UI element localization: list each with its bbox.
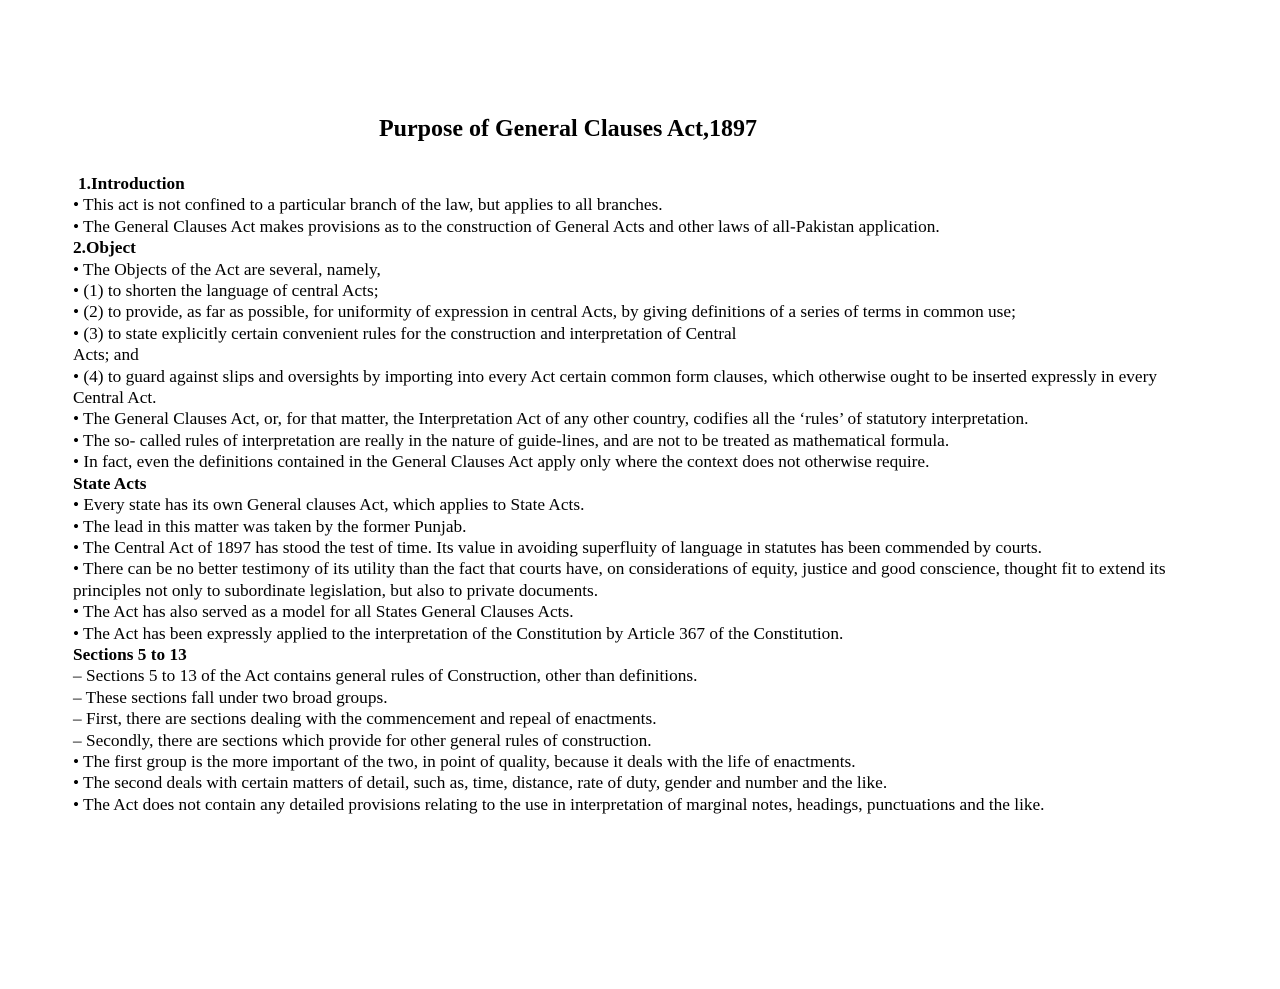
list-item: • There can be no better testimony of its utility than the fact that courts have, on considerations of equity, justice and good conscience, thought fit to extend its principles not only to subordinate legislation, but also to private documents. (73, 559, 1166, 600)
document-body (73, 173, 1203, 815)
list-item: • The lead in this matter was taken by the former Punjab. (73, 516, 467, 536)
section-heading-object: 2.Object (73, 238, 136, 258)
list-item: • The Act does not contain any detailed provisions relating to the use in interpretation of marginal notes, headings, punctuations and the like. (73, 794, 1045, 814)
list-item: – Sections 5 to 13 of the Act contains general rules of Construction, other than definitions. (73, 666, 698, 686)
list-item: • The so- called rules of interpretation are really in the nature of guide-lines, and are not to be treated as mathematical formula. (73, 430, 950, 450)
list-item: • The Objects of the Act are several, namely, (73, 259, 381, 279)
list-item: – First, there are sections dealing with the commencement and repeal of enactments. (73, 709, 657, 729)
list-item: • (2) to provide, as far as possible, for uniformity of expression in central Acts, by giving definitions of a series of terms in common use; (73, 302, 1016, 322)
page-title: Purpose of General Clauses Act,1897 (379, 116, 757, 142)
list-item: • (1) to shorten the language of central Acts; (73, 281, 379, 301)
list-item: – These sections fall under two broad groups. (73, 687, 388, 707)
list-item: • The Act has also served as a model for all States General Clauses Acts. (73, 602, 574, 622)
list-item-continuation: Acts; and (73, 345, 139, 365)
list-item: • The General Clauses Act, or, for that matter, the Interpretation Act of any other country, codifies all the ‘rules’ of statutory interpretation. (73, 409, 1029, 429)
list-item: • The second deals with certain matters of detail, such as, time, distance, rate of duty, gender and number and the like. (73, 773, 888, 793)
list-item: • The first group is the more important of the two, in point of quality, because it deals with the life of enactments. (73, 751, 856, 771)
section-heading-introduction: 1.Introduction (78, 174, 185, 193)
list-item: • In fact, even the definitions contained in the General Clauses Act apply only where the context does not otherwise require. (73, 452, 930, 472)
list-item: • The Central Act of 1897 has stood the test of time. Its value in avoiding superfluity of language in statutes has been commended by courts. (73, 537, 1042, 557)
list-item: – Secondly, there are sections which provide for other general rules of construction. (73, 730, 652, 750)
list-item: • (4) to guard against slips and oversights by importing into every Act certain common form clauses, which otherwise ought to be inserted expressly in every Central Act. (73, 366, 1157, 408)
section-heading-sections-5-to-13: Sections 5 to 13 (73, 644, 187, 664)
list-item: • (3) to state explicitly certain convenient rules for the construction and interpretation of Central (73, 323, 737, 343)
list-item: • The Act has been expressly applied to the interpretation of the Constitution by Article 367 of the Constitution. (73, 623, 844, 643)
list-item: • Every state has its own General clauses Act, which applies to State Acts. (73, 495, 585, 515)
section-heading-state-acts: State Acts (73, 473, 147, 493)
list-item: • This act is not confined to a particular branch of the law, but applies to all branches. (73, 195, 663, 215)
list-item: • The General Clauses Act makes provisions as to the construction of General Acts and other laws of all-Pakistan application. (73, 216, 940, 236)
